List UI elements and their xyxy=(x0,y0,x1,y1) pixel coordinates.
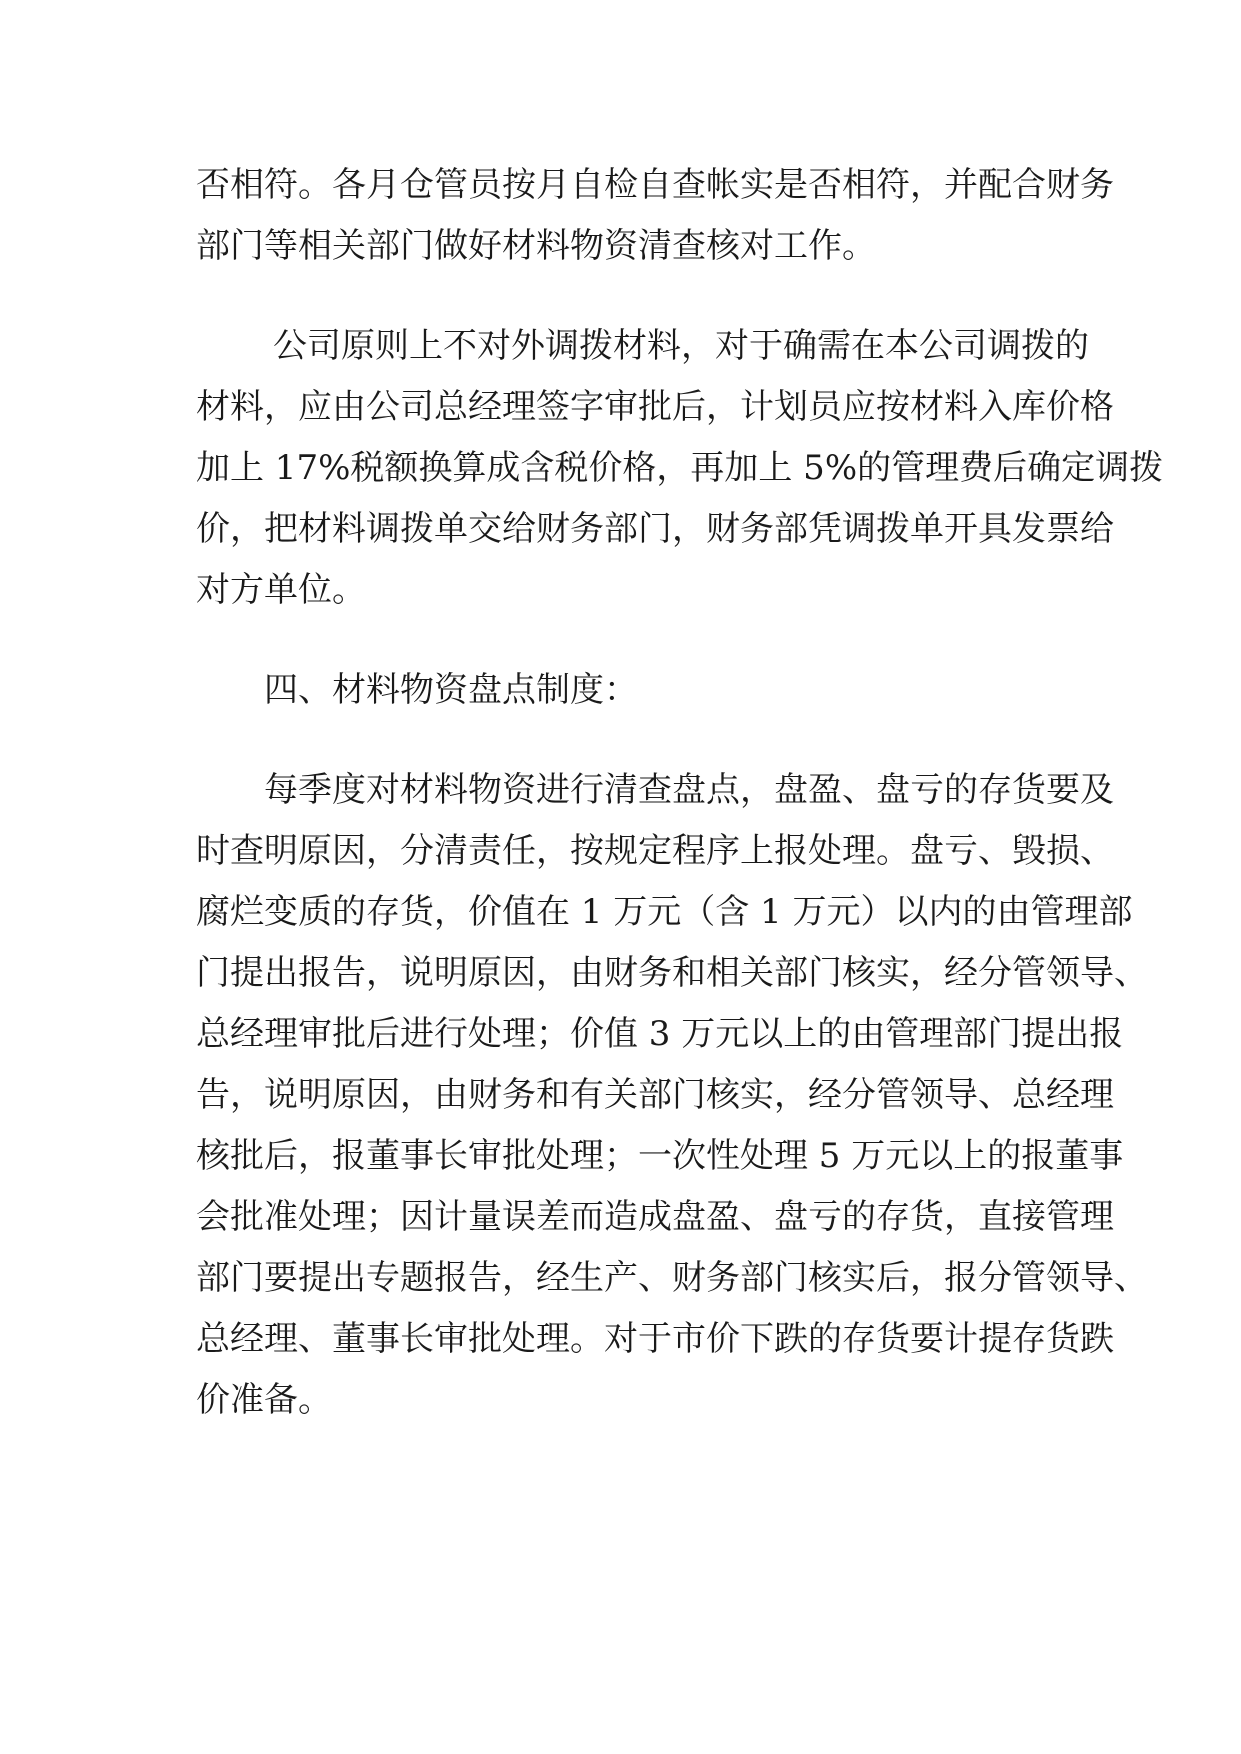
text-line: 价准备。 xyxy=(196,1380,332,1420)
text-line: 时查明原因，分清责任，按规定程序上报处理。盘亏、毁损、 xyxy=(196,831,1114,871)
text-line: 告，说明原因，由财务和有关部门核实，经分管领导、总经理 xyxy=(196,1075,1114,1115)
text-line: 总经理、董事长审批处理。对于市价下跌的存货要计提存货跌 xyxy=(196,1319,1114,1359)
text-line: 总经理审批后进行处理；价值 3 万元以上的由管理部门提出报 xyxy=(196,1014,1124,1054)
text-line: 门提出报告，说明原因，由财务和相关部门核实，经分管领导、 xyxy=(196,953,1148,993)
text-line: 加上 17%税额换算成含税价格，再加上 5%的管理费后确定调拨 xyxy=(196,448,1164,488)
document-body xyxy=(196,155,1164,1431)
text-line: 公司原则上不对外调拨材料，对于确需在本公司调拨的 xyxy=(273,326,1089,366)
paragraph-4 xyxy=(196,760,1148,1431)
section-heading-text: 四、材料物资盘点制度： xyxy=(264,670,638,710)
text-line: 否相符。各月仓管员按月自检自查帐实是否相符，并配合财务 xyxy=(196,165,1114,205)
text-line: 会批准处理；因计量误差而造成盘盈、盘亏的存货，直接管理 xyxy=(196,1197,1114,1237)
text-line: 每季度对材料物资进行清查盘点，盘盈、盘亏的存货要及 xyxy=(264,770,1114,810)
text-line: 价，把材料调拨单交给财务部门，财务部凭调拨单开具发票给 xyxy=(196,509,1114,549)
text-line: 部门等相关部门做好材料物资清查核对工作。 xyxy=(196,226,876,266)
text-line: 对方单位。 xyxy=(196,570,366,610)
paragraph-1 xyxy=(196,155,1114,277)
text-line: 核批后，报董事长审批处理；一次性处理 5 万元以上的报董事 xyxy=(196,1136,1124,1176)
text-line: 部门要提出专题报告，经生产、财务部门核实后，报分管领导、 xyxy=(196,1258,1148,1298)
section-heading xyxy=(196,660,1048,721)
text-line: 材料，应由公司总经理签字审批后，计划员应按材料入库价格 xyxy=(196,387,1114,427)
paragraph-2 xyxy=(196,316,1164,621)
text-line: 腐烂变质的存货，价值在 1 万元（含 1 万元）以内的由管理部 xyxy=(196,892,1133,932)
